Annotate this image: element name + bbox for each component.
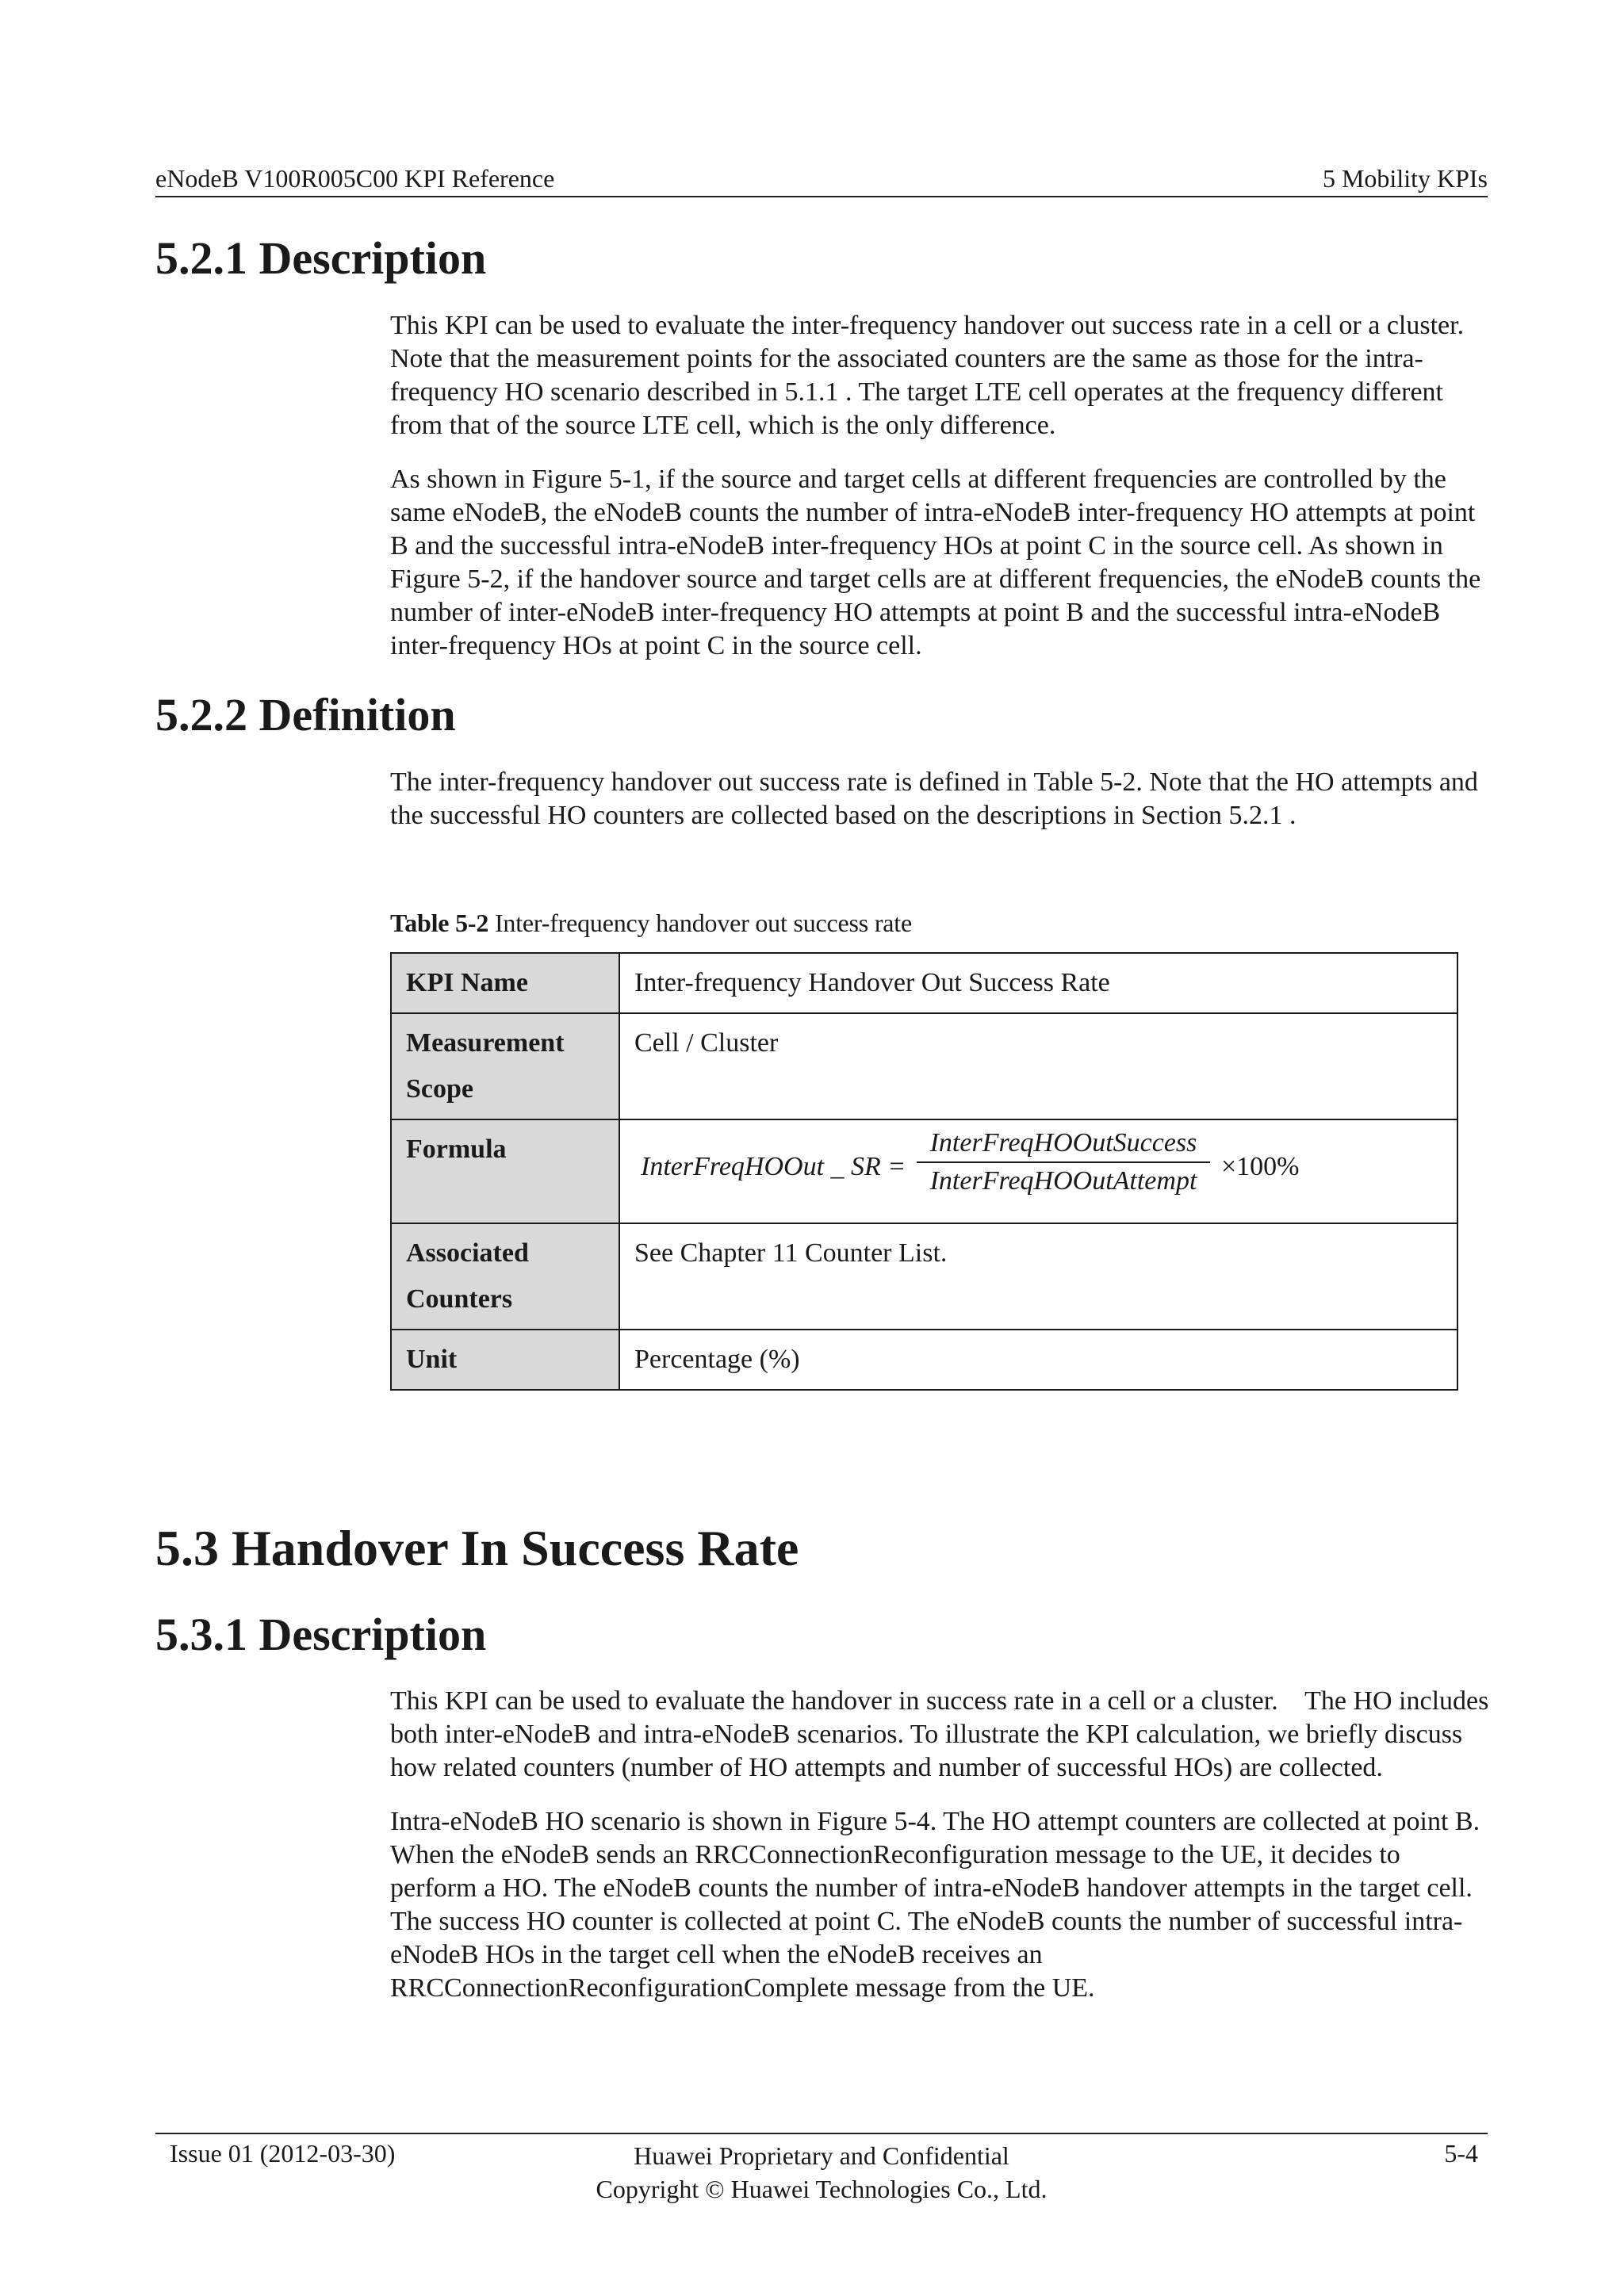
footer-proprietary: Huawei Proprietary and Confidential [634,2141,1009,2170]
paragraph: Intra-eNodeB HO scenario is shown in Figure 5-4. The HO attempt counters are collected at point B. When the eNodeB sends an RRCConnectionReconfiguration message to the UE, it decides to perform a HO. The eNodeB counts the number of intra-eNodeB handover attempts in the target cell. The success HO counter is collected at point C. The eNodeB counts the number of successful intra-eNodeB HOs in the target cell when the eNodeB receives an RRCConnectionReconfigurationComplete message from the UE. [390,1807,1480,2003]
row-value: Percentage (%) [619,1330,1457,1390]
table-row [391,1223,1457,1330]
fraction-bar [917,1161,1210,1163]
table-caption [390,909,912,938]
header-chapter-title: 5 Mobility KPIs [1322,164,1488,193]
formula-cell [619,1119,1457,1223]
formula-multiplier: ×100% [1221,1152,1300,1181]
table-row [391,1013,1457,1119]
header-doc-title: eNodeB V100R005C00 KPI Reference [155,164,555,193]
table-caption-label: Table 5-2 [390,909,489,937]
formula-lhs: InterFreqHOOut _ SR = [641,1152,906,1181]
formula-denominator: InterFreqHOOutAttempt [929,1166,1197,1196]
row-value: Cell / Cluster [619,1013,1457,1119]
footer-center [155,2139,1488,2206]
row-key: Unit [391,1330,619,1390]
heading-5-2-1: 5.2.1 Description [155,232,487,284]
row-value: Inter-frequency Handover Out Success Rate [619,953,1457,1013]
heading-5-3-1: 5.3.1 Description [155,1609,487,1660]
kpi-definition-table [390,952,1458,1391]
footer-copyright: Copyright © Huawei Technologies Co., Ltd. [596,2175,1048,2203]
paragraph: This KPI can be used to evaluate the handover in success rate in a cell or a cluster. The HO includes both inter-eNodeB and intra-eNodeB scenarios. To illustrate the KPI calculation, we briefly discuss how related counters (number of HO attempts and number of successful HOs) are collected. [390,1686,1496,1782]
paragraph: As shown in Figure 5-1, if the source and target cells at different frequencies are controlled by the same eNodeB, the eNodeB counts the number of intra-eNodeB inter-frequency HO attempts at point B and the successful intra-eNodeB inter-frequency HOs at point C in the source cell. As shown in Figure 5-2, if the handover source and target cells are at different frequencies, the eNodeB counts the number of inter-eNodeB inter-frequency HO attempts at point B and the successful intra-eNodeB inter-frequency HOs at point C in the source cell. [390,465,1481,660]
page-footer [155,2133,1488,2206]
paragraph: The inter-frequency handover out success rate is defined in Table 5-2. Note that the HO attempts and the successful HO counters are collected based on the descriptions in Section 5.2.1 . [390,767,1478,830]
row-key: KPI Name [391,953,619,1013]
page-header [155,163,1488,197]
paragraph: This KPI can be used to evaluate the inter-frequency handover out success rate in a cell or a cluster. Note that the measurement points for the associated counters are the same as those for the intra-frequency HO scenario described in 5.1.1 . The target LTE cell operates at the frequency different from that of the source LTE cell, which is the only difference. [390,311,1465,440]
row-key: Measurement Scope [391,1013,619,1119]
kpi-formula [634,1127,1442,1206]
formula-numerator: InterFreqHOOutSuccess [929,1128,1197,1158]
section-5-2-1-body [390,309,1492,663]
row-key: Formula [391,1119,619,1223]
heading-5-2-2: 5.2.2 Definition [155,689,456,740]
table-row [391,1330,1457,1390]
table-row [391,1119,1457,1223]
table-caption-text: Inter-frequency handover out success rate [494,909,912,937]
section-5-3-1-body [390,1685,1496,2005]
footer-issue: Issue 01 (2012-03-30) [170,2139,396,2168]
footer-page-number: 5-4 [1444,2139,1478,2168]
table-row [391,953,1457,1013]
section-5-2-2-body [390,766,1492,832]
heading-5-3: 5.3 Handover In Success Rate [155,1520,799,1576]
row-key: Associated Counters [391,1223,619,1330]
formula-fraction [917,1127,1210,1198]
row-value: See Chapter 11 Counter List. [619,1223,1457,1330]
